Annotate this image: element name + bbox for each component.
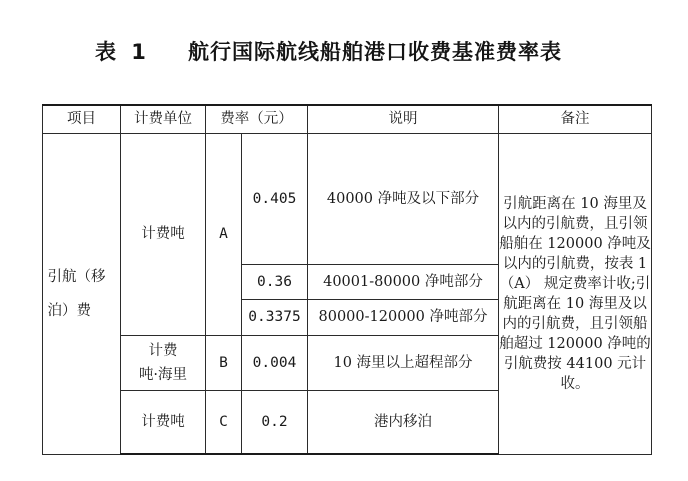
description-cell-a2: 40001-80000 净吨部分: [308, 264, 499, 299]
table-row: [43, 133, 652, 264]
header-row: [43, 105, 652, 133]
class-cell-b: B: [206, 335, 242, 390]
remark-cell: 引航距离在 10 海里及以内的引航费，且引领船舶在 120000 净吨及以内的引航费，按表 1 （A） 规定费率计收;引航距离在 10 海里及以内的引航费，且引领船舶超过 120000 净吨的引航费按 44100 元计收。: [499, 133, 652, 454]
table-name: 航行国际航线船舶港口收费基准费率表: [188, 40, 562, 64]
unit-b-line1: 计费: [148, 342, 178, 359]
unit-cell-a: 计费吨: [121, 133, 206, 335]
class-cell-c: C: [206, 390, 242, 454]
description-cell-c: 港内移泊: [308, 390, 499, 454]
description-cell-a1: 40000 净吨及以下部分: [308, 133, 499, 264]
header-unit: 计费单位: [121, 105, 206, 133]
description-cell-a3: 80000-120000 净吨部分: [308, 299, 499, 335]
rate-cell-a2: 0.36: [242, 264, 308, 299]
header-remark: 备注: [499, 105, 652, 133]
unit-cell-b: [121, 335, 206, 390]
description-cell-b: 10 海里以上超程部分: [308, 335, 499, 390]
rate-cell-a1: 0.405: [242, 133, 308, 264]
table-number: 表 1: [95, 40, 150, 64]
table-title: [0, 36, 688, 70]
item-cell: [43, 133, 121, 454]
class-cell-a: A: [206, 133, 242, 335]
unit-b-line2: 吨·海里: [138, 366, 188, 383]
rate-cell-b: 0.004: [242, 335, 308, 390]
rate-cell-c: 0.2: [242, 390, 308, 454]
header-description: 说明: [308, 105, 499, 133]
unit-cell-c: 计费吨: [121, 390, 206, 454]
item-name: 引航（移泊）费: [47, 268, 106, 319]
rate-cell-a3: 0.3375: [242, 299, 308, 335]
header-rate: 费率（元）: [206, 105, 308, 133]
header-item: 项目: [43, 105, 121, 133]
fee-rate-table: [42, 104, 652, 455]
